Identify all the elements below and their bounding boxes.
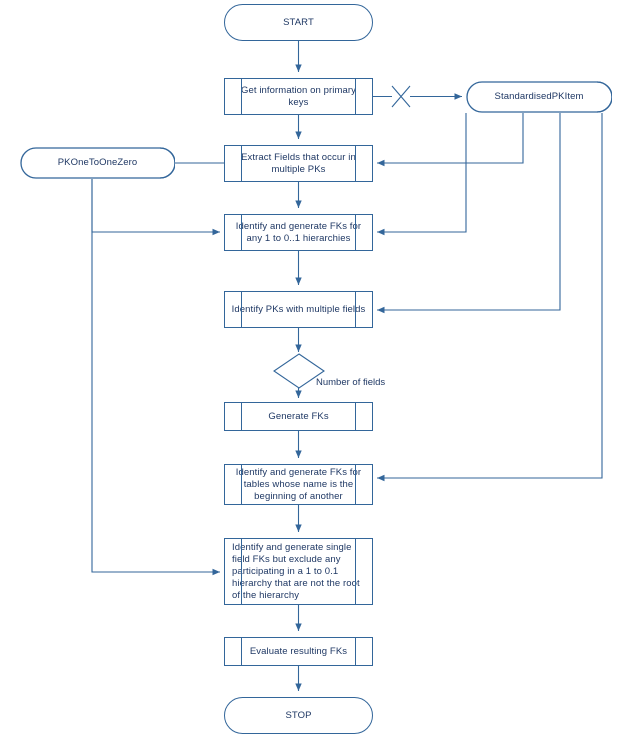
node-get-information[interactable]: [224, 78, 373, 115]
process-bar-right: [355, 637, 356, 667]
connector-data-feedback-namebegin: [377, 113, 602, 478]
process-bar-left: [241, 538, 242, 606]
process-bar-left: [241, 402, 242, 432]
process-bar-right: [355, 538, 356, 606]
process-bar-left: [241, 214, 242, 252]
node-identify-fks-name-beginning[interactable]: [224, 464, 373, 505]
node-pk-one-to-one-zero[interactable]: [20, 147, 175, 179]
node-identify-fks-1to01-label: Identify and generate FKs for any 1 to 0..1 hierarchies: [235, 220, 362, 244]
node-extract-fields[interactable]: [224, 145, 373, 182]
connector-data-feedback-pksmulti: [377, 113, 560, 310]
node-start[interactable]: [224, 4, 373, 41]
node-start-label: START: [283, 16, 314, 28]
process-bar-right: [355, 291, 356, 329]
connector-pkonetoonezero-feedback-singlefield: [92, 179, 220, 572]
process-bar-right: [355, 145, 356, 183]
connector-data-feedback-extract: [377, 113, 523, 163]
node-identify-fks-1to01[interactable]: [224, 214, 373, 251]
node-identify-pks-multiple-fields[interactable]: [224, 291, 373, 328]
node-standardised-pk-item-label: StandardisedPKItem: [494, 91, 584, 102]
process-bar-right: [355, 214, 356, 252]
node-identify-fks-name-beginning-label: Identify and generate FKs for tables whose name is the beginning of another: [235, 466, 362, 502]
connector-pkonetoonezero-feedback-fks1to01: [92, 179, 220, 232]
node-pk-one-to-one-zero-label: PKOneToOneZero: [57, 157, 138, 168]
process-bar-left: [241, 637, 242, 667]
node-stop[interactable]: [224, 697, 373, 734]
node-evaluate-resulting-fks-label: Evaluate resulting FKs: [249, 645, 348, 657]
node-identify-single-field-fks[interactable]: [224, 538, 373, 605]
process-bar-right: [355, 464, 356, 506]
connector-cross-glyph: [392, 86, 410, 107]
node-stop-label: STOP: [285, 709, 312, 721]
node-generate-fks[interactable]: [224, 402, 373, 431]
process-bar-left: [241, 145, 242, 183]
node-standardised-pk-item[interactable]: [466, 81, 612, 113]
process-bar-left: [241, 291, 242, 329]
node-identify-single-field-fks-label: Identify and generate single field FKs but exclude any participating in a 1 to 0.1 hierarchy that are not the root of the hierarchy: [232, 541, 360, 601]
node-get-information-label: Get information on primary keys: [240, 84, 357, 108]
process-bar-right: [355, 402, 356, 432]
node-generate-fks-label: Generate FKs: [268, 410, 329, 422]
process-bar-left: [241, 464, 242, 506]
process-bar-left: [241, 78, 242, 116]
decision-number-of-fields-label: Number of fields: [316, 377, 386, 388]
node-identify-pks-multiple-fields-label: Identify PKs with multiple fields: [231, 303, 366, 315]
node-evaluate-resulting-fks[interactable]: [224, 637, 373, 666]
process-bar-right: [355, 78, 356, 116]
connector-data-feedback-fks1to01: [377, 113, 466, 232]
node-extract-fields-label: Extract Fields that occur in multiple PKs: [241, 151, 356, 175]
